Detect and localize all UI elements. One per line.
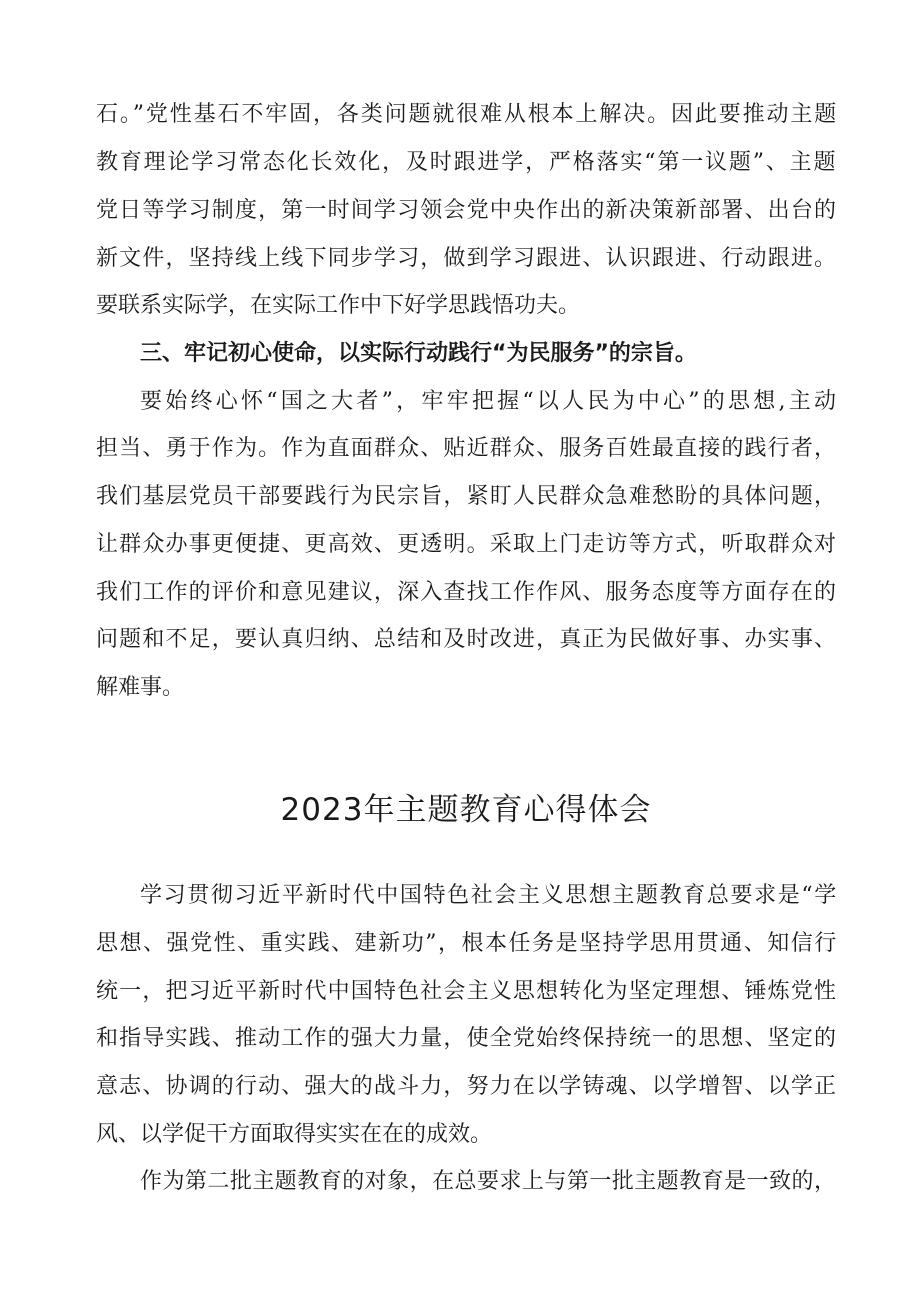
- paragraph-line: 要始终心怀“国之大者”，牢牢把握“以人民为中心”的思想,主动: [140, 389, 840, 414]
- paragraph-line: 我们工作的评价和意见建议，深入查找工作作风、服务态度等方面存在的: [96, 580, 838, 605]
- paragraph-line: 学习贯彻习近平新时代中国特色社会主义思想主题教育总要求是“学: [140, 883, 838, 908]
- article-title: 2023年主题教育心得体会: [280, 792, 652, 828]
- paragraph-line: 解难事。: [96, 675, 185, 700]
- paragraph-line: 教育理论学习常态化长效化，及时跟进学，严格落实“第一议题”、主题: [96, 150, 838, 175]
- paragraph-line: 风、以学促干方面取得实实在在的成效。: [96, 1122, 493, 1147]
- paragraph-line: 我们基层党员干部要践行为民宗旨，紧盯人民群众急难愁盼的具体问题，: [96, 484, 838, 509]
- paragraph-line: 让群众办事更便捷、更高效、更透明。采取上门走访等方式，听取群众对: [96, 532, 838, 557]
- paragraph-line: 党日等学习制度，第一时间学习领会党中央作出的新决策新部署、出台的: [96, 198, 838, 223]
- paragraph-line: 统一，把习近平新时代中国特色社会主义思想转化为坚定理想、锤炼党性: [96, 979, 838, 1004]
- paragraph-line: 石。”党性基石不牢固，各类问题就很难从根本上解决。因此要推动主题: [96, 102, 839, 127]
- paragraph-line: 意志、协调的行动、强大的战斗力，努力在以学铸魂、以学增智、以学正: [96, 1074, 838, 1099]
- paragraph-line: 要联系实际学，在实际工作中下好学思践悟功夫。: [96, 293, 581, 318]
- paragraph-line: 担当、勇于作为。作为直面群众、贴近群众、服务百姓最直接的践行者，: [96, 436, 838, 461]
- paragraph-line: 新文件，坚持线上线下同步学习，做到学习跟进、认识跟进、行动跟进。: [96, 246, 838, 271]
- paragraph-line: 作为第二批主题教育的对象，在总要求上与第一批主题教育是一致的，: [140, 1169, 837, 1194]
- section-heading: 三、牢记初心使命，以实际行动践行“为民服务”的宗旨。: [140, 341, 697, 366]
- paragraph-line: 思想、强党性、重实践、建新功”，根本任务是坚持学思用贯通、知信行: [96, 931, 838, 956]
- paragraph-line: 问题和不足，要认真归纳、总结和及时改进，真正为民做好事、办实事、: [96, 627, 838, 652]
- paragraph-line: 和指导实践、推动工作的强大力量，使全党始终保持统一的思想、坚定的: [96, 1026, 838, 1051]
